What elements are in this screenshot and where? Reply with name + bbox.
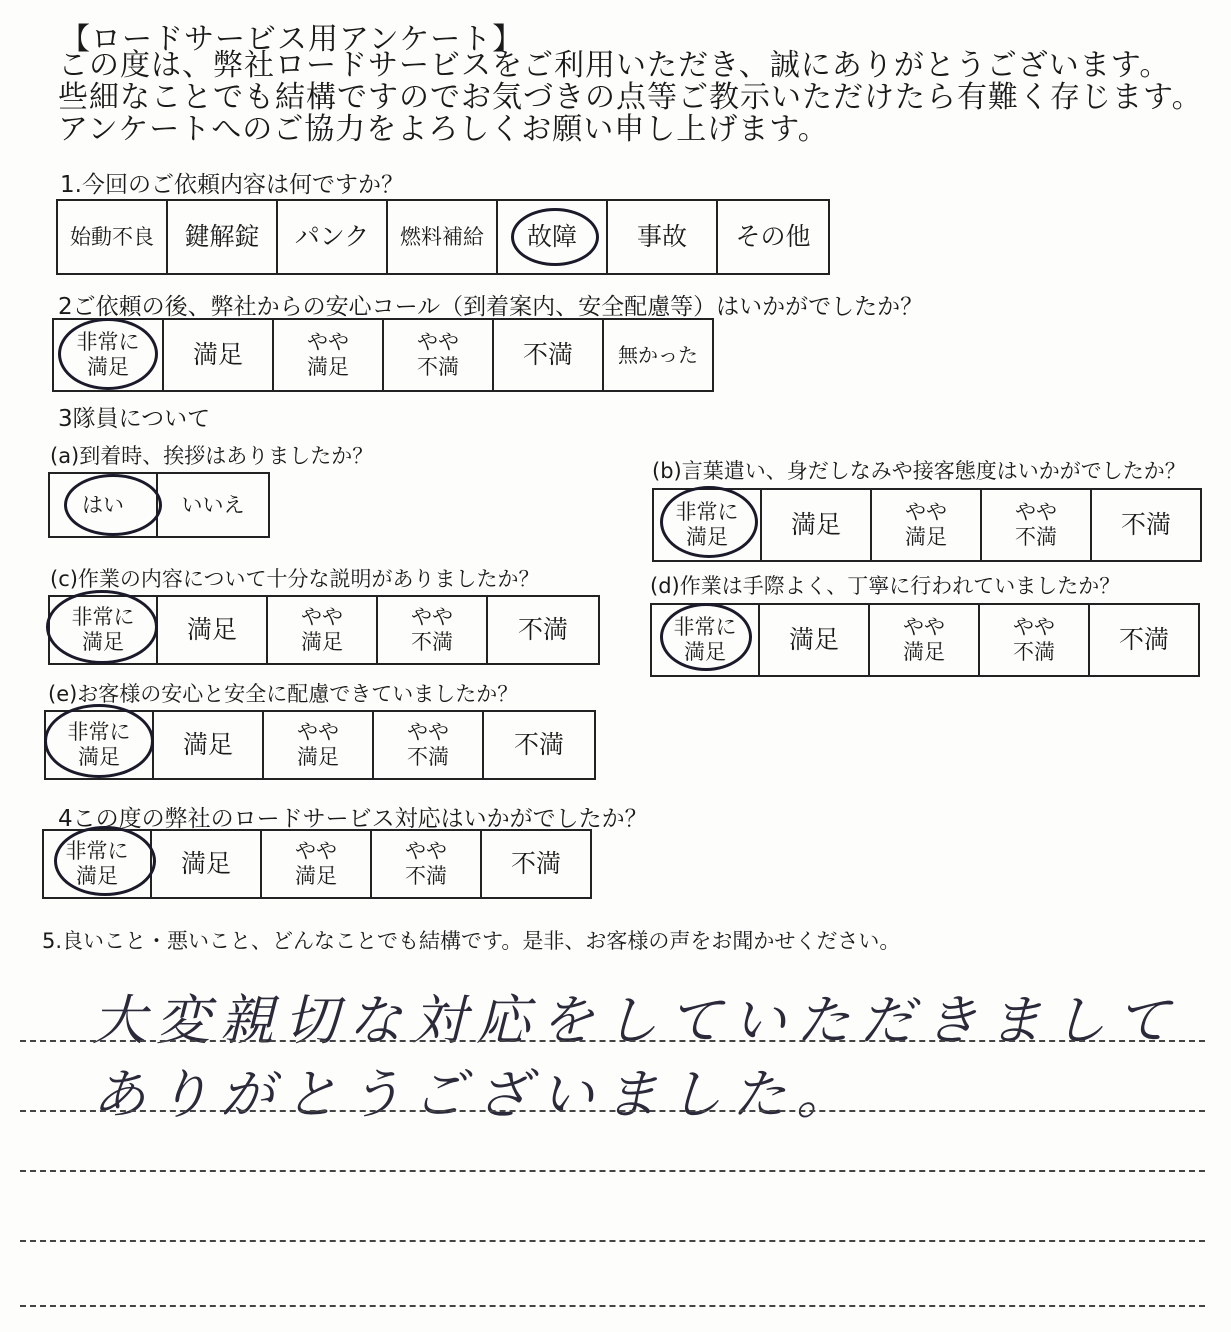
q3c-option-1-selected[interactable]: 非常に 満足 <box>50 597 158 663</box>
q3b-option-4[interactable]: やや 不満 <box>982 490 1092 560</box>
answer-line <box>20 1240 1205 1242</box>
intro-line-2: 些細なことでも結構ですのでお気づきの点等ご教示いただけたら有難く存じます。 <box>58 80 1203 115</box>
answer-line <box>20 1170 1205 1172</box>
q1-label: 1.今回のご依頼内容は何ですか？ <box>60 172 404 198</box>
q4-option-5[interactable]: 不満 <box>510 849 561 878</box>
q4-option-4[interactable]: やや 不満 <box>372 831 482 897</box>
q2-option-2[interactable]: 満足 <box>164 320 274 390</box>
q2-option-4[interactable]: やや 不満 <box>384 320 494 390</box>
form-title: 【ロードサービス用アンケート】 <box>60 22 524 57</box>
q1-option-1[interactable]: 始動不良 <box>58 201 168 273</box>
q4-options <box>42 829 592 899</box>
q3d-option-2[interactable]: 満足 <box>760 605 870 675</box>
handwritten-answer-line-2: ありがとうございました。 <box>92 1063 860 1126</box>
q3e-label: (e)お客様の安心と安全に配慮できていましたか？ <box>48 682 519 706</box>
q3c-label: (c)作業の内容について十分な説明がありましたか？ <box>50 567 540 591</box>
q3e-option-2[interactable]: 満足 <box>154 712 264 778</box>
q2-option-1-selected[interactable]: 非常に 満足 <box>54 320 164 390</box>
q3b-option-3[interactable]: やや 満足 <box>872 490 982 560</box>
q3e-option-5[interactable]: 不満 <box>513 730 564 759</box>
q3a-option-no[interactable]: いいえ <box>181 492 245 517</box>
answer-line <box>20 1305 1205 1307</box>
q1-option-5-selected[interactable]: 故障 <box>498 201 608 273</box>
handwritten-answer-line-1: 大変親切な対応をしていただきまして <box>92 989 1180 1052</box>
q3a-option-yes-selected[interactable]: はい <box>50 474 158 536</box>
q4-label: 4この度の弊社のロードサービス対応はいかがでしたか？ <box>58 806 648 832</box>
q1-option-2[interactable]: 鍵解錠 <box>168 201 278 273</box>
q4-option-1-selected[interactable]: 非常に 満足 <box>44 831 152 897</box>
intro-line-3: アンケートへのご協力をよろしくお願い申し上げます。 <box>58 112 829 147</box>
intro-line-1: この度は、弊社ロードサービスをご利用いただき、誠にありがとうございます。 <box>58 48 1171 83</box>
q3d-option-5[interactable]: 不満 <box>1118 625 1169 654</box>
q5-label: 5.良いこと・悪いこと、どんなことでも結構です。是非、お客様の声をお聞かせください。 <box>42 929 901 953</box>
q3e-option-3[interactable]: やや 満足 <box>264 712 374 778</box>
q3e-option-1-selected[interactable]: 非常に 満足 <box>46 712 154 778</box>
q3-label: 3隊員について <box>58 406 211 432</box>
q3d-option-1-selected[interactable]: 非常に 満足 <box>652 605 760 675</box>
q3c-option-2[interactable]: 満足 <box>158 597 268 663</box>
q3e-options <box>44 710 596 780</box>
q1-option-6[interactable]: 事故 <box>608 201 718 273</box>
q3a-label: (a)到着時、挨拶はありましたか？ <box>50 444 374 468</box>
q3b-option-2[interactable]: 満足 <box>762 490 872 560</box>
q2-options <box>52 318 714 392</box>
q3b-option-5[interactable]: 不満 <box>1120 510 1171 539</box>
q3e-option-4[interactable]: やや 不満 <box>374 712 484 778</box>
q2-label: 2ご依頼の後、弊社からの安心コール（到着案内、安全配慮等）はいかがでしたか？ <box>58 294 924 320</box>
q3d-option-3[interactable]: やや 満足 <box>870 605 980 675</box>
q4-option-3[interactable]: やや 満足 <box>262 831 372 897</box>
q3d-option-4[interactable]: やや 不満 <box>980 605 1090 675</box>
answer-line <box>20 1110 1205 1112</box>
q2-option-6[interactable]: 無かった <box>618 343 698 367</box>
q3c-options <box>48 595 600 665</box>
q2-option-3[interactable]: やや 満足 <box>274 320 384 390</box>
q1-option-4[interactable]: 燃料補給 <box>388 201 498 273</box>
q3d-options <box>650 603 1200 677</box>
q1-option-3[interactable]: パンク <box>278 201 388 273</box>
q3d-label: (d)作業は手際よく、丁寧に行われていましたか？ <box>650 574 1121 598</box>
q1-option-7[interactable]: その他 <box>735 222 811 251</box>
q4-option-2[interactable]: 満足 <box>152 831 262 897</box>
q3c-option-5[interactable]: 不満 <box>517 615 568 644</box>
q1-options <box>56 199 830 275</box>
q3b-option-1-selected[interactable]: 非常に 満足 <box>654 490 762 560</box>
q3c-option-3[interactable]: やや 満足 <box>268 597 378 663</box>
answer-line <box>20 1040 1205 1042</box>
q3b-label: (b)言葉遣い、身だしなみや接客態度はいかがでしたか？ <box>652 459 1186 483</box>
q3c-option-4[interactable]: やや 不満 <box>378 597 488 663</box>
q2-option-5[interactable]: 不満 <box>494 320 604 390</box>
q3a-options <box>48 472 270 538</box>
q3b-options <box>652 488 1202 562</box>
